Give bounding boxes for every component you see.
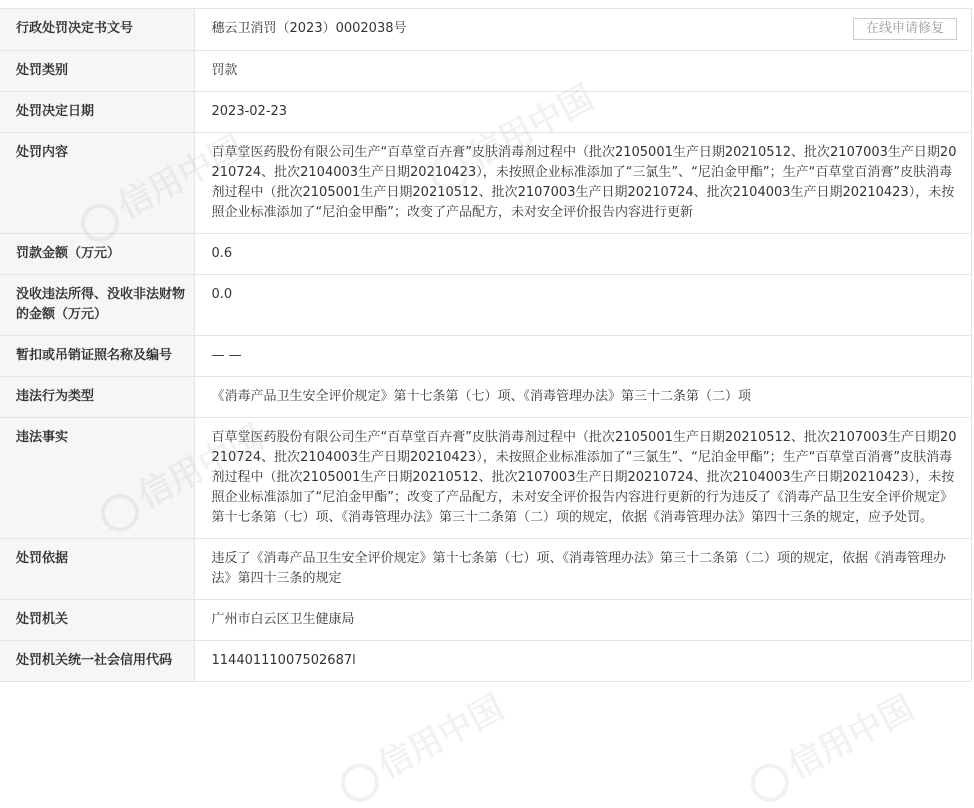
watermark-logo: 信用中国 — [329, 681, 511, 808]
row-label-authority-credit-code: 处罚机关统一社会信用代码 — [0, 641, 194, 682]
penalty-detail-table — [0, 9, 971, 682]
row-label-decision-number: 行政处罚决定书文号 — [0, 9, 194, 51]
watermark-logo: 信用中国 — [89, 411, 271, 539]
decision-number-text: 穗云卫消罚（2023）0002038号 — [211, 21, 407, 36]
row-label-penalty-basis: 处罚依据 — [0, 539, 194, 600]
row-value-penalty-category: 罚款 — [194, 51, 971, 92]
table-row — [0, 336, 971, 377]
row-value-license-suspension: — — — [194, 336, 971, 377]
table-row — [0, 51, 971, 92]
table-row — [0, 539, 971, 600]
row-value-violation-type: 《消毒产品卫生安全评价规定》第十七条第（七）项、《消毒管理办法》第三十二条第（二）项 — [194, 377, 971, 418]
watermark-seal-icon — [334, 757, 385, 808]
table-row — [0, 275, 971, 336]
row-label-decision-date: 处罚决定日期 — [0, 92, 194, 133]
table-row — [0, 418, 971, 539]
table-row — [0, 234, 971, 275]
table-row — [0, 377, 971, 418]
row-value-penalty-basis: 违反了《消毒产品卫生安全评价规定》第十七条第（七）项、《消毒管理办法》第三十二条第（二）项的规定，依据《消毒管理办法》第四十三条的规定 — [194, 539, 971, 600]
table-row — [0, 600, 971, 641]
row-value-confiscation-amount: 0.0 — [194, 275, 971, 336]
row-label-penalty-category: 处罚类别 — [0, 51, 194, 92]
penalty-detail-panel — [0, 8, 972, 682]
row-label-penalty-content: 处罚内容 — [0, 133, 194, 234]
row-label-violation-facts: 违法事实 — [0, 418, 194, 539]
table-row — [0, 133, 971, 234]
row-label-confiscation-amount: 没收违法所得、没收非法财物的金额（万元） — [0, 275, 194, 336]
table-row — [0, 641, 971, 682]
row-label-fine-amount: 罚款金额（万元） — [0, 234, 194, 275]
row-value-decision-date: 2023-02-23 — [194, 92, 971, 133]
row-value-fine-amount: 0.6 — [194, 234, 971, 275]
row-value-penalty-content: 百草堂医药股份有限公司生产“百草堂百卉膏”皮肤消毒剂过程中（批次2105001生产日期20210512、批次2107003生产日期20210724、批次2104003生产日期20210423），未按照企业标准添加了“三氯生”、“尼泊金甲酯”；生产“百草堂百消膏”皮肤消毒剂过程中（批次2105001生产日期20210512、批次2107003生产日期20210724、批次2104003生产日期20210423），未按照企业标准添加了“尼泊金甲酯”；改变了产品配方，未对安全评价报告内容进行更新 — [194, 133, 971, 234]
apply-repair-button[interactable]: 在线申请修复 — [853, 18, 957, 40]
watermark-seal-icon — [744, 757, 795, 808]
row-value-violation-facts: 百草堂医药股份有限公司生产“百草堂百卉膏”皮肤消毒剂过程中（批次2105001生产日期20210512、批次2107003生产日期20210724、批次2104003生产日期20210423），未按照企业标准添加了“三氯生”、“尼泊金甲酯”；生产“百草堂百消膏”皮肤消毒剂过程中（批次2105001生产日期20210512、批次2107003生产日期20210724、批次2104003生产日期20210423），未按照企业标准添加了“尼泊金甲酯”；改变了产品配方，未对安全评价报告内容进行更新的行为违反了《消毒产品卫生安全评价规定》第十七条第（七）项、《消毒管理办法》第三十二条第（二）项的规定，依据《消毒管理办法》第四十三条的规定，应予处罚。 — [194, 418, 971, 539]
row-label-penalty-authority: 处罚机关 — [0, 600, 194, 641]
table-row — [0, 9, 971, 51]
row-label-license-suspension: 暂扣或吊销证照名称及编号 — [0, 336, 194, 377]
watermark-logo: 信用中国 — [739, 681, 921, 808]
row-value-decision-number — [194, 9, 971, 51]
watermark-logo: 信用中国 — [419, 71, 601, 199]
row-label-violation-type: 违法行为类型 — [0, 377, 194, 418]
table-row — [0, 92, 971, 133]
row-value-penalty-authority: 广州市白云区卫生健康局 — [194, 600, 971, 641]
row-value-authority-credit-code: 11440111007502687l — [194, 641, 971, 682]
